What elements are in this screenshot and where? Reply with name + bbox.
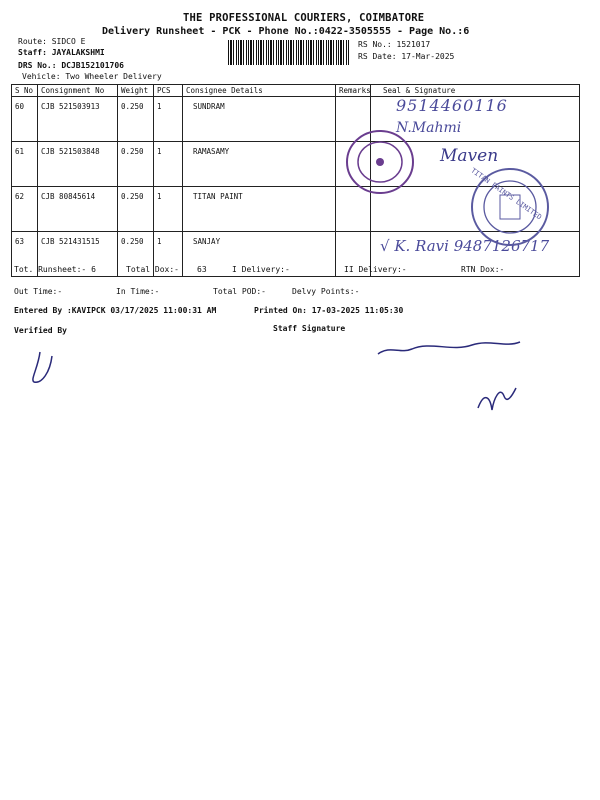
company-title: THE PROFESSIONAL COURIERS, COIMBATORE — [183, 12, 425, 24]
handwritten-name: N.Mahmi — [396, 120, 462, 136]
circular-stamp-icon — [347, 131, 413, 193]
cell-weight: 0.250 — [118, 97, 154, 142]
handwritten-signature-phone: √ K. Ravi 9487126717 — [380, 237, 550, 255]
runsheet-heading: Delivery Runsheet - PCK - Phone No.:0422-3505555 - Page No.:6 — [102, 26, 470, 37]
cell-pcs: 1 — [154, 97, 183, 142]
total-dox-value: 63 — [197, 265, 207, 274]
initials-icon — [478, 388, 516, 410]
drs-number: DRS No.: DCJB152101706 — [18, 61, 124, 70]
vehicle-label: Vehicle: Two Wheeler Delivery — [22, 72, 162, 81]
cell-pcs: 1 — [154, 232, 183, 277]
staff-label: Staff: JAYALAKSHMI — [18, 48, 105, 57]
titan-stamp-text: TITAN PAINTS LIMITED — [469, 166, 543, 222]
in-time: In Time:- — [116, 287, 160, 296]
col-header-seal: Seal & Signature — [371, 85, 580, 97]
cell-sno: 61 — [12, 142, 38, 187]
route-label: Route: SIDCO E — [18, 37, 86, 46]
ii-delivery: II Delivery:- — [344, 265, 407, 274]
cell-consignee: RAMASAMY — [183, 142, 336, 187]
cell-consignment: CJB 521503848 — [38, 142, 118, 187]
cell-consignment: CJB 521431515 — [38, 232, 118, 277]
cell-sno: 60 — [12, 97, 38, 142]
cell-sno: 63 — [12, 232, 38, 277]
rtn-dox: RTN Dox:- — [461, 265, 505, 274]
handwritten-phone: 9514460116 — [396, 96, 508, 115]
verifier-signature-icon — [33, 352, 52, 382]
verified-by-label: Verified By — [14, 326, 67, 335]
cell-pcs: 1 — [154, 142, 183, 187]
i-delivery: I Delivery:- — [232, 265, 290, 274]
cell-sno: 62 — [12, 187, 38, 232]
staff-signature-scribble-icon — [378, 342, 520, 354]
col-header-consignee: Consignee Details — [183, 85, 336, 97]
cell-pcs: 1 — [154, 187, 183, 232]
col-header-sno: S No — [12, 85, 38, 97]
out-time: Out Time:- — [14, 287, 63, 296]
rs-number: RS No.: 1521017 — [358, 40, 431, 49]
entered-by: Entered By :KAVIPCK 03/17/2025 11:00:31 AM — [14, 306, 217, 315]
cell-consignment: CJB 80845614 — [38, 187, 118, 232]
rs-date: RS Date: 17-Mar-2025 — [358, 52, 455, 61]
cell-weight: 0.250 — [118, 142, 154, 187]
total-pod: Total POD:- — [213, 287, 266, 296]
total-dox-label: Total Dox:- — [126, 265, 179, 274]
tot-runsheet: Tot. Runsheet:- 6 — [14, 265, 96, 274]
col-header-weight: Weight — [118, 85, 154, 97]
cell-consignee: SANJAY — [183, 232, 336, 277]
col-header-remarks: Remarks — [336, 85, 371, 97]
col-header-consignment: Consignment No — [38, 85, 118, 97]
cell-weight: 0.250 — [118, 232, 154, 277]
col-header-pcs: PCS — [154, 85, 183, 97]
cell-consignment: CJB 521503913 — [38, 97, 118, 142]
cell-weight: 0.250 — [118, 187, 154, 232]
delvy-points: Delvy Points:- — [292, 287, 360, 296]
cell-consignee: TITAN PAINT — [183, 187, 336, 232]
staff-signature-label: Staff Signature — [273, 324, 346, 333]
handwritten-receiver: Maven — [440, 146, 499, 166]
printed-on: Printed On: 17-03-2025 11:05:30 — [254, 306, 404, 315]
cell-consignee: SUNDRAM — [183, 97, 336, 142]
